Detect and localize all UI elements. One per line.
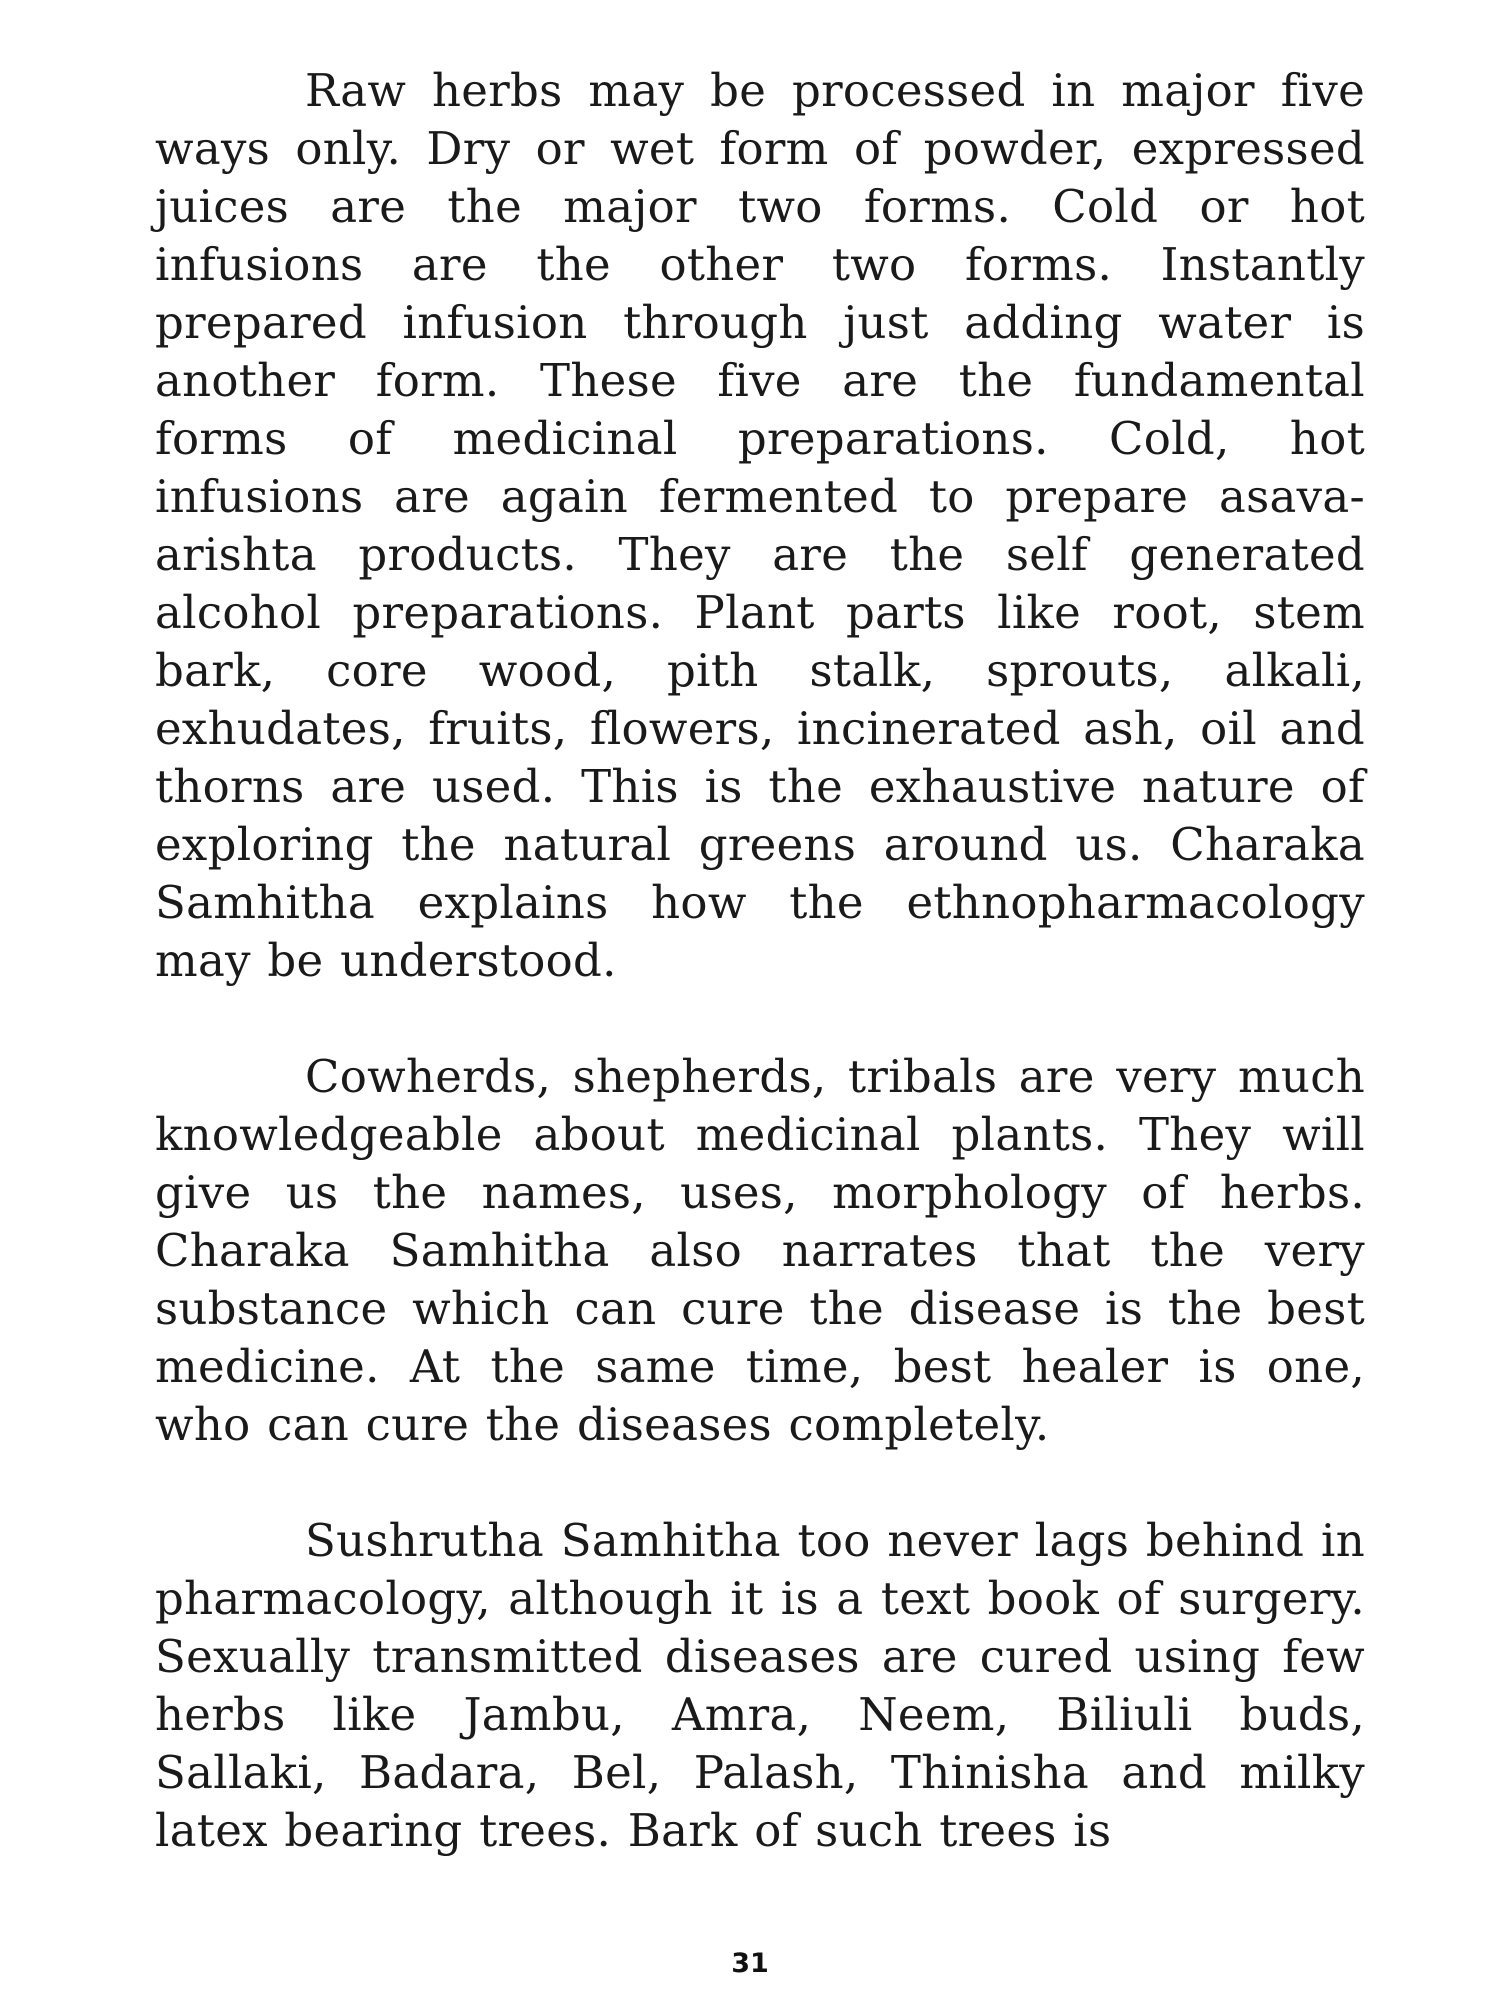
- paragraph-processing-forms: Raw herbs may be processed in major five ways only. Dry or wet form of powder, expressed juices are the major two forms. Cold or hot infusions are the other two forms. Instantly prepared infusion through just adding water is another form. These five are the fundamental forms of medicinal preparations. Cold, hot infusions are again fermented to prepare asava-arishta products. They are the self generated alcohol preparations. Plant parts like root, stem bark, core wood, pith stalk, sprouts, alkali, exhudates, fruits, flowers, incinerated ash, oil and thorns are used. This is the exhaustive nature of exploring the natural greens around us. Charaka Samhitha explains how the ethnopharmacology may be understood.: [155, 64, 1365, 987]
- paragraph-sushrutha: Sushrutha Samhitha too never lags behind in pharmacology, although it is a text book of surgery. Sexually transmitted diseases are cured using few herbs like Jambu, Amra, Neem, Biliuli buds, Sallaki, Badara, Bel, Palash, Thinisha and milky latex bearing trees. Bark of such trees is: [155, 1514, 1365, 1857]
- page-body: [155, 62, 1365, 1860]
- paragraph-herders-knowledge: Cowherds, shepherds, tribals are very much knowledgeable about medicinal plants. They will give us the names, uses, morphology of herbs. Charaka Samhitha also narrates that the very substance which can cure the disease is the best medicine. At the same time, best healer is one, who can cure the diseases completely.: [155, 1050, 1365, 1451]
- page-number: 31: [731, 1948, 769, 1979]
